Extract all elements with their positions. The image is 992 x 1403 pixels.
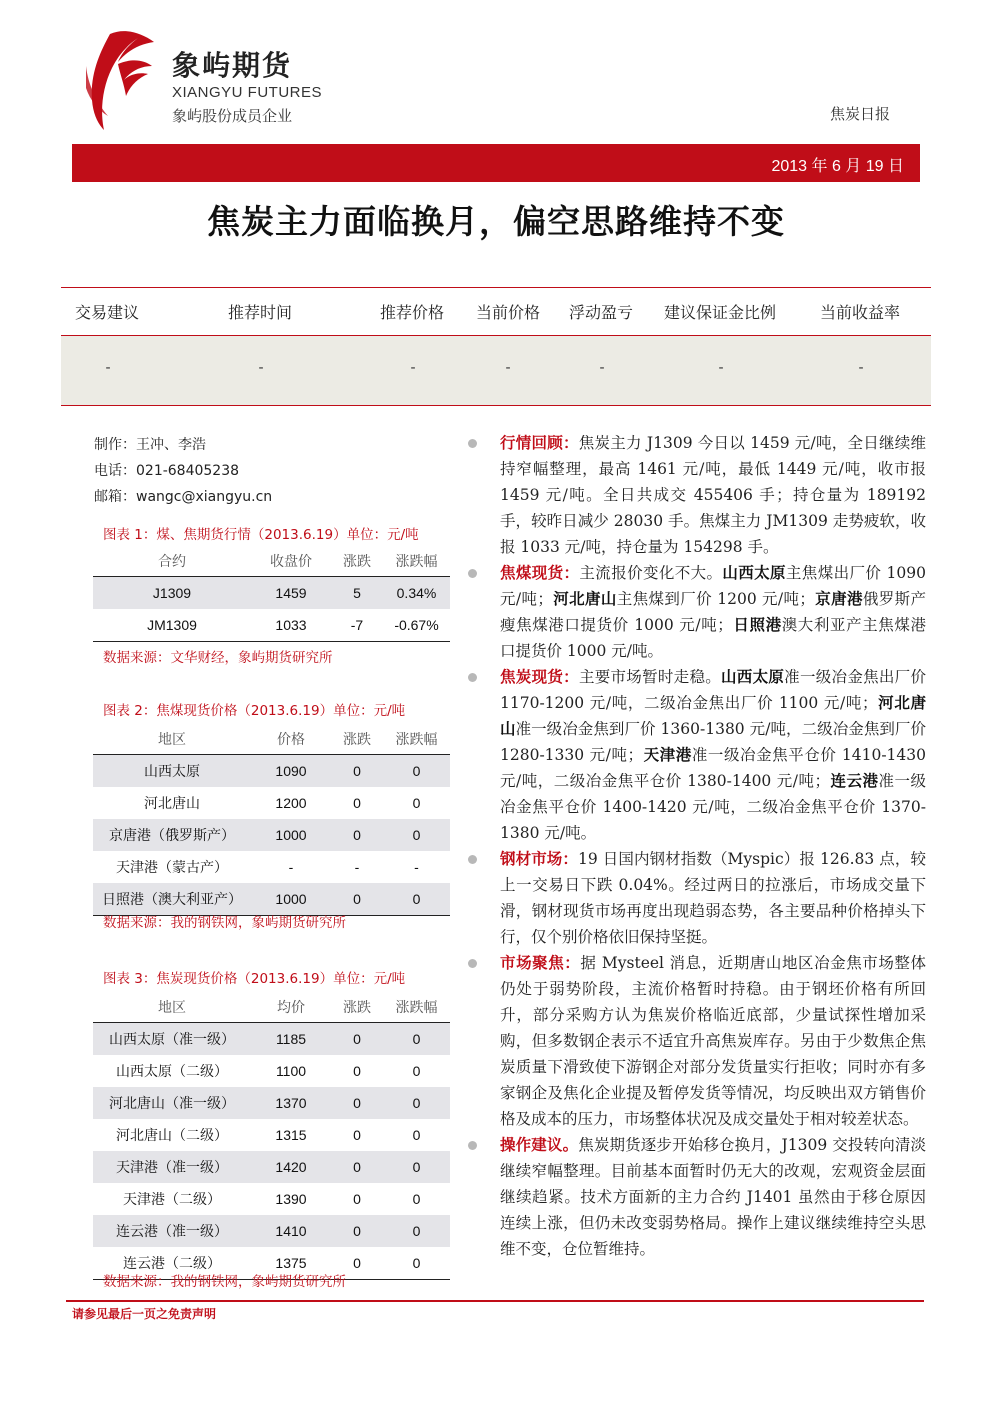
table-cell: 河北唐山（二级） [116, 1128, 228, 1144]
rec-table-header-rule [61, 335, 931, 336]
table-header: 涨跌 [331, 992, 383, 1023]
table-cell: 天津港（准一级） [93, 1151, 251, 1183]
bullet-icon [468, 855, 477, 864]
table-row [93, 1023, 450, 1056]
brand-name-cn: 象屿期货 [172, 49, 293, 82]
table-cell: 1315 [275, 1127, 307, 1143]
region-highlight: 山西太原 [722, 564, 786, 582]
paragraph-market-review [466, 430, 926, 560]
date-bar [72, 144, 920, 182]
paragraph-text: 主要市场暂时走稳。 [578, 668, 722, 686]
table3-caption: 图表 3：焦炭现货价格（2013.6.19）单位：元/吨 [103, 971, 406, 987]
table-cell: 1410 [251, 1215, 331, 1247]
brand-name-en: XIANGYU FUTURES [172, 84, 323, 101]
analysis-column [466, 430, 926, 1262]
table-row [93, 851, 450, 883]
paragraph-heading: 操作建议。 [500, 1136, 579, 1154]
paragraph-text: 19 日国内钢材指数（Myspic）报 126.83 点，较上一交易日下跌 0.04%。经过两日的拉涨后，市场成交量下滑，钢材现货市场再度出现趋弱态势，各主要品种价格掉头下行，仅个别价格依旧保持坚挺。 [500, 850, 926, 946]
table-header: 合约 [93, 546, 251, 577]
bullet-icon [468, 673, 477, 682]
paragraph-market-focus [466, 950, 926, 1132]
table-cell: 0 [353, 795, 361, 811]
table-cell: 0 [383, 883, 450, 916]
table-cell: 0 [383, 1247, 450, 1280]
paragraph-text: 准一级冶金焦出厂价 1170-1200 元/吨，二级冶金焦出厂价 1100 元/吨； [500, 668, 926, 712]
table-cell: 0 [331, 755, 383, 788]
table-cell: 0 [383, 1087, 450, 1119]
table-header: 收盘价 [251, 546, 331, 577]
region-highlight: 天津港 [643, 746, 692, 764]
table-header: 涨跌 [331, 724, 383, 755]
table-cell: 0 [412, 1063, 421, 1079]
table-header: 涨跌幅 [383, 992, 450, 1023]
table-row [93, 819, 450, 851]
table-cell: -0.67% [383, 609, 450, 642]
table-cell: 0 [331, 883, 383, 916]
paragraph-text: 焦炭主力 J1309 今日以 1459 元/吨，全日继续维持窄幅整理，最高 1461 元/吨，最低 1449 元/吨，收市报 1459 元/吨。全日共成交 455406 手；持仓量为 189192 手，较昨日减少 28030 手。焦煤主力 JM1309 走势疲软，收报 1033 元/吨，持仓量为 154298 手。 [500, 434, 926, 556]
contact-author: 制作：王冲、李浩 [94, 437, 206, 453]
table-cell: 山西太原（准一级） [93, 1023, 251, 1056]
table-cell: 1100 [275, 1063, 307, 1079]
rec-table-value-row [61, 336, 931, 405]
table-header: 涨跌 [331, 546, 383, 577]
table-cell: 天津港（蒙古产） [116, 860, 228, 876]
table-cell: 山西太原（二级） [116, 1064, 228, 1080]
bullet-icon [468, 1141, 477, 1150]
rec-value-recommend-price: - [410, 358, 416, 376]
contact-phone: 电话：021-68405238 [94, 463, 240, 479]
table-cell: 1370 [251, 1087, 331, 1119]
paragraph-text: 焦炭期货逐步开始移仓换月，J1309 交投转向清淡继续窄幅整理。目前基本面暂时仍无大的改观，宏观资金层面继续趋紧。技术方面新的主力合约 J1401 虽然由于移仓原因连续上涨，但仍未改变弱势格局。操作上建议继续维持空头思维不变，仓位暂维持。 [500, 1136, 926, 1258]
rec-header-margin-ratio: 建议保证金比例 [664, 303, 777, 322]
table-row [93, 1183, 450, 1215]
rec-header-recommend-price: 推荐价格 [380, 303, 445, 322]
table-cell: 0 [383, 755, 450, 788]
table-cell: 0 [331, 1023, 383, 1056]
paragraph-text: 主焦煤出厂价 1090 元/吨； [500, 564, 926, 608]
table-cell: -7 [331, 609, 383, 642]
rec-header-current-return: 当前收益率 [820, 303, 901, 322]
table-header-row [93, 992, 450, 1023]
table-cell: JM1309 [93, 609, 251, 642]
table1-caption: 图表 1：煤、焦期货行情（2013.6.19）单位：元/吨 [103, 527, 419, 543]
table-cell: 0 [331, 819, 383, 851]
table3-source: 数据来源：我的钢铁网，象屿期货研究所 [103, 1274, 346, 1290]
table-header: 涨跌幅 [383, 546, 450, 577]
table-row [93, 755, 450, 788]
rec-header-recommend-time: 推荐时间 [228, 303, 293, 322]
rec-header-trade-advice: 交易建议 [75, 303, 140, 322]
table-header: 地区 [93, 724, 251, 755]
table2-source: 数据来源：我的钢铁网，象屿期货研究所 [103, 915, 346, 931]
table-cell: 1420 [251, 1151, 331, 1183]
paragraph-coking-coal-spot [466, 560, 926, 664]
table-header: 均价 [251, 992, 331, 1023]
table-cell: 0 [383, 819, 450, 851]
paragraph-text: 俄罗斯产瘦焦煤港口提货价 1000 元/吨； [500, 590, 926, 634]
table-cell: 河北唐山（准一级） [93, 1087, 251, 1119]
table-cell: 0 [331, 1087, 383, 1119]
table-cell: - [414, 859, 419, 875]
paragraph-text: 准一级冶金焦平仓价 1400-1420 元/吨，二级冶金焦平仓价 1370-1380 元/吨。 [500, 772, 926, 842]
table-cell: 5 [331, 577, 383, 610]
paragraph-trading-advice [466, 1132, 926, 1262]
region-highlight: 连云港 [829, 772, 879, 790]
region-highlight: 山西太原 [721, 668, 785, 686]
paragraph-heading: 焦煤现货： [500, 564, 580, 582]
region-highlight: 京唐港 [814, 590, 863, 608]
table-cell: 0 [331, 1247, 383, 1280]
table-cell: 1000 [251, 819, 331, 851]
table-cell: 山西太原 [93, 755, 251, 788]
footer-rule [66, 1300, 924, 1302]
paragraph-heading: 行情回顾： [500, 434, 579, 452]
footer-disclaimer: 请参见最后一页之免责声明 [72, 1307, 217, 1321]
paragraph-heading: 钢材市场： [500, 850, 578, 868]
table-header-row [93, 724, 450, 755]
table-cell: 0 [412, 1191, 421, 1207]
table1 [93, 546, 450, 642]
rec-table-top-rule [61, 287, 931, 288]
paragraph-text: 主焦煤到厂价 1200 元/吨； [616, 590, 815, 608]
table-cell: 1185 [251, 1023, 331, 1056]
table-cell: 0 [353, 1191, 361, 1207]
report-title: 焦炭主力面临换月，偏空思路维持不变 [207, 202, 785, 241]
table-cell: 河北唐山 [144, 796, 200, 812]
table-cell: 0 [383, 1151, 450, 1183]
region-highlight: 日照港 [732, 616, 782, 634]
rec-value-current-price: - [505, 358, 511, 376]
table-cell: 连云港（准一级） [93, 1215, 251, 1247]
table-cell: 1459 [251, 577, 331, 610]
table1-source: 数据来源：文华财经，象屿期货研究所 [103, 650, 333, 666]
rec-value-floating-pnl: - [599, 358, 605, 376]
table-cell: 0 [383, 1023, 450, 1056]
table3 [93, 992, 450, 1280]
table-cell: 京唐港（俄罗斯产） [93, 819, 251, 851]
table-cell: 天津港（二级） [123, 1192, 221, 1208]
table-header: 地区 [93, 992, 251, 1023]
rec-table-bottom-rule [61, 405, 931, 406]
table-cell: 1033 [251, 609, 331, 642]
paragraph-heading: 焦炭现货： [500, 668, 579, 686]
table-cell: 0 [353, 1063, 361, 1079]
table-cell: - [354, 859, 360, 875]
contact-email[interactable]: 邮箱：wangc@xiangyu.cn [94, 489, 273, 505]
table2-caption: 图表 2：焦煤现货价格（2013.6.19）单位：元/吨 [103, 703, 406, 719]
rec-header-floating-pnl: 浮动盈亏 [569, 303, 634, 322]
region-highlight: 河北唐山 [500, 694, 926, 738]
table-row [93, 1119, 450, 1151]
table-cell: 0 [383, 1215, 450, 1247]
table-row [93, 609, 450, 642]
table-cell: 0 [331, 1215, 383, 1247]
bullet-icon [468, 569, 477, 578]
table-header: 价格 [251, 724, 331, 755]
table-cell: 1375 [251, 1247, 331, 1280]
paragraph-heading: 市场聚焦： [500, 954, 581, 972]
paragraph-text: 准一级冶金焦平仓价 1410-1430 元/吨，二级冶金焦平仓价 1380-1400 元/吨； [500, 746, 927, 790]
paragraph-text: 据 Mysteel 消息，近期唐山地区冶金焦市场整体仍处于弱势阶段，主流价格暂时持稳。由于钢坯价格有所回升，部分采购方认为焦炭价格临近底部，少量试探性增加采购，但多数钢企表示不适宜升高焦炭库存。另由于少数焦企焦炭质量下滑致使下游钢企对部分发货量实行拒收；同时亦有多家钢企及焦化企业提及暂停发货等情况，均反映出双方销售价格及成本的压力，市场整体状况及成交量处于相对较差状态。 [500, 954, 926, 1128]
table2 [93, 724, 450, 916]
table-cell: 1090 [251, 755, 331, 788]
brand-subtitle: 象屿股份成员企业 [172, 107, 293, 125]
bullet-icon [468, 959, 477, 968]
table-cell: 0 [412, 1127, 421, 1143]
table-cell: 0 [331, 1151, 383, 1183]
table-row [93, 1087, 450, 1119]
table-cell: J1309 [93, 577, 251, 610]
table-cell: 连云港（二级） [93, 1247, 251, 1280]
table-row [93, 1151, 450, 1183]
paragraph-text: 澳大利亚产主焦煤港口提货价 1000 元/吨。 [500, 616, 926, 660]
rec-header-current-price: 当前价格 [476, 303, 541, 322]
xiangyu-logo-icon [78, 22, 158, 132]
paragraph-text: 主流报价变化不大。 [579, 564, 723, 582]
table-cell: 1000 [251, 883, 331, 916]
rec-value-trade-advice: - [105, 358, 111, 376]
paragraph-text: 准一级冶金焦到厂价 1360-1380 元/吨，二级冶金焦到厂价 1280-1330 元/吨； [500, 720, 926, 764]
table-cell: 0 [412, 795, 421, 811]
table-header: 涨跌幅 [383, 724, 450, 755]
table-row [93, 787, 450, 819]
rec-value-recommend-time: - [258, 358, 264, 376]
table-cell: 1200 [275, 795, 307, 811]
table-row [93, 577, 450, 610]
table-row [93, 1215, 450, 1247]
rec-value-margin-ratio: - [718, 358, 724, 376]
table-cell: 0 [353, 1127, 361, 1143]
bullet-icon [468, 439, 477, 448]
table-header-row [93, 546, 450, 577]
table-cell: 0.34% [383, 577, 450, 610]
region-highlight: 河北唐山 [552, 590, 617, 608]
paragraph-steel-market [466, 846, 926, 950]
table-cell: 1390 [275, 1191, 307, 1207]
table-cell: - [288, 859, 294, 875]
paragraph-coke-spot [466, 664, 926, 846]
rec-value-current-return: - [858, 358, 864, 376]
table-cell: 日照港（澳大利亚产） [93, 883, 251, 916]
table-row [93, 1055, 450, 1087]
report-type: 焦炭日报 [830, 105, 891, 123]
report-date: 2013 年 6 月 19 日 [771, 158, 904, 175]
